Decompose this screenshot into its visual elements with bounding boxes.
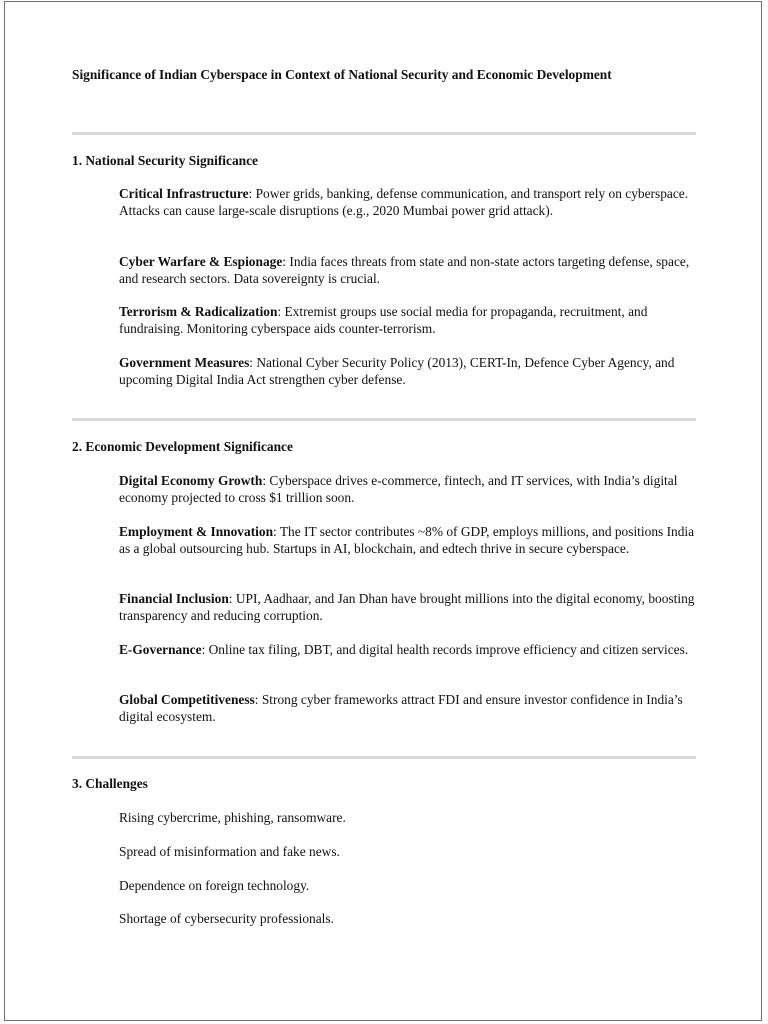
section-heading-economic-development: 2. Economic Development Significance [72, 439, 293, 454]
item-text: : Extremist groups use social media for propaganda, recruitment, and fundraising. Monitoring cyberspace aids counter-terrorism. [119, 304, 648, 336]
section-heading-national-security: 1. National Security Significance [72, 153, 258, 168]
list-item [119, 523, 695, 557]
item-term: Critical Infrastructure [119, 186, 249, 201]
item-text: : National Cyber Security Policy (2013), CERT-In, Defence Cyber Agency, and upcoming Digital India Act strengthen cyber defense. [119, 355, 675, 387]
document-page [4, 1, 762, 1021]
item-term: Digital Economy Growth [119, 473, 263, 488]
section-heading-challenges: 3. Challenges [72, 776, 148, 791]
item-text: : The IT sector contributes ~8% of GDP, employs millions, and positions India as a global outsourcing hub. Startups in AI, blockchain, and edtech thrive in secure cyberspace. [119, 524, 695, 556]
list-item [119, 590, 695, 624]
list-item [119, 472, 695, 506]
item-term: Global Competitiveness [119, 692, 255, 707]
list-item: Rising cybercrime, phishing, ransomware. [119, 810, 346, 825]
list-item [119, 303, 695, 337]
item-text: : Power grids, banking, defense communication, and transport rely on cyberspace. Attacks can cause large-scale disruptions (e.g., 2020 Mumbai power grid attack). [119, 186, 689, 218]
item-text: : Online tax filing, DBT, and digital health records improve efficiency and citizen services. [201, 642, 689, 657]
section-divider [72, 132, 696, 135]
item-term: Financial Inclusion [119, 591, 229, 606]
item-term: Employment & Innovation [119, 524, 274, 539]
list-item [119, 185, 695, 219]
list-item: Shortage of cybersecurity professionals. [119, 911, 334, 926]
item-text: : UPI, Aadhaar, and Jan Dhan have brought millions into the digital economy, boosting transparency and reducing corruption. [119, 591, 695, 623]
item-text: : Cyberspace drives e-commerce, fintech, and IT services, with India’s digital economy projected to cross $1 trillion soon. [119, 473, 678, 505]
list-item: Spread of misinformation and fake news. [119, 844, 340, 859]
list-item: Dependence on foreign technology. [119, 878, 310, 893]
item-term: Terrorism & Radicalization [119, 304, 278, 319]
item-text: : India faces threats from state and non-state actors targeting defense, space, and research sectors. Data sovereignty is crucial. [119, 254, 690, 286]
list-item [119, 253, 695, 287]
item-text: : Strong cyber frameworks attract FDI and ensure investor confidence in India’s digital ecosystem. [119, 692, 683, 724]
list-item [119, 641, 695, 658]
section-divider [72, 418, 696, 421]
item-term: Cyber Warfare & Espionage [119, 254, 283, 269]
document-title: Significance of Indian Cyberspace in Context of National Security and Economic Development [72, 67, 612, 82]
list-item [119, 691, 695, 725]
section-divider [72, 756, 696, 759]
list-item [119, 354, 695, 388]
item-term: E-Governance [119, 642, 202, 657]
item-term: Government Measures [119, 355, 250, 370]
